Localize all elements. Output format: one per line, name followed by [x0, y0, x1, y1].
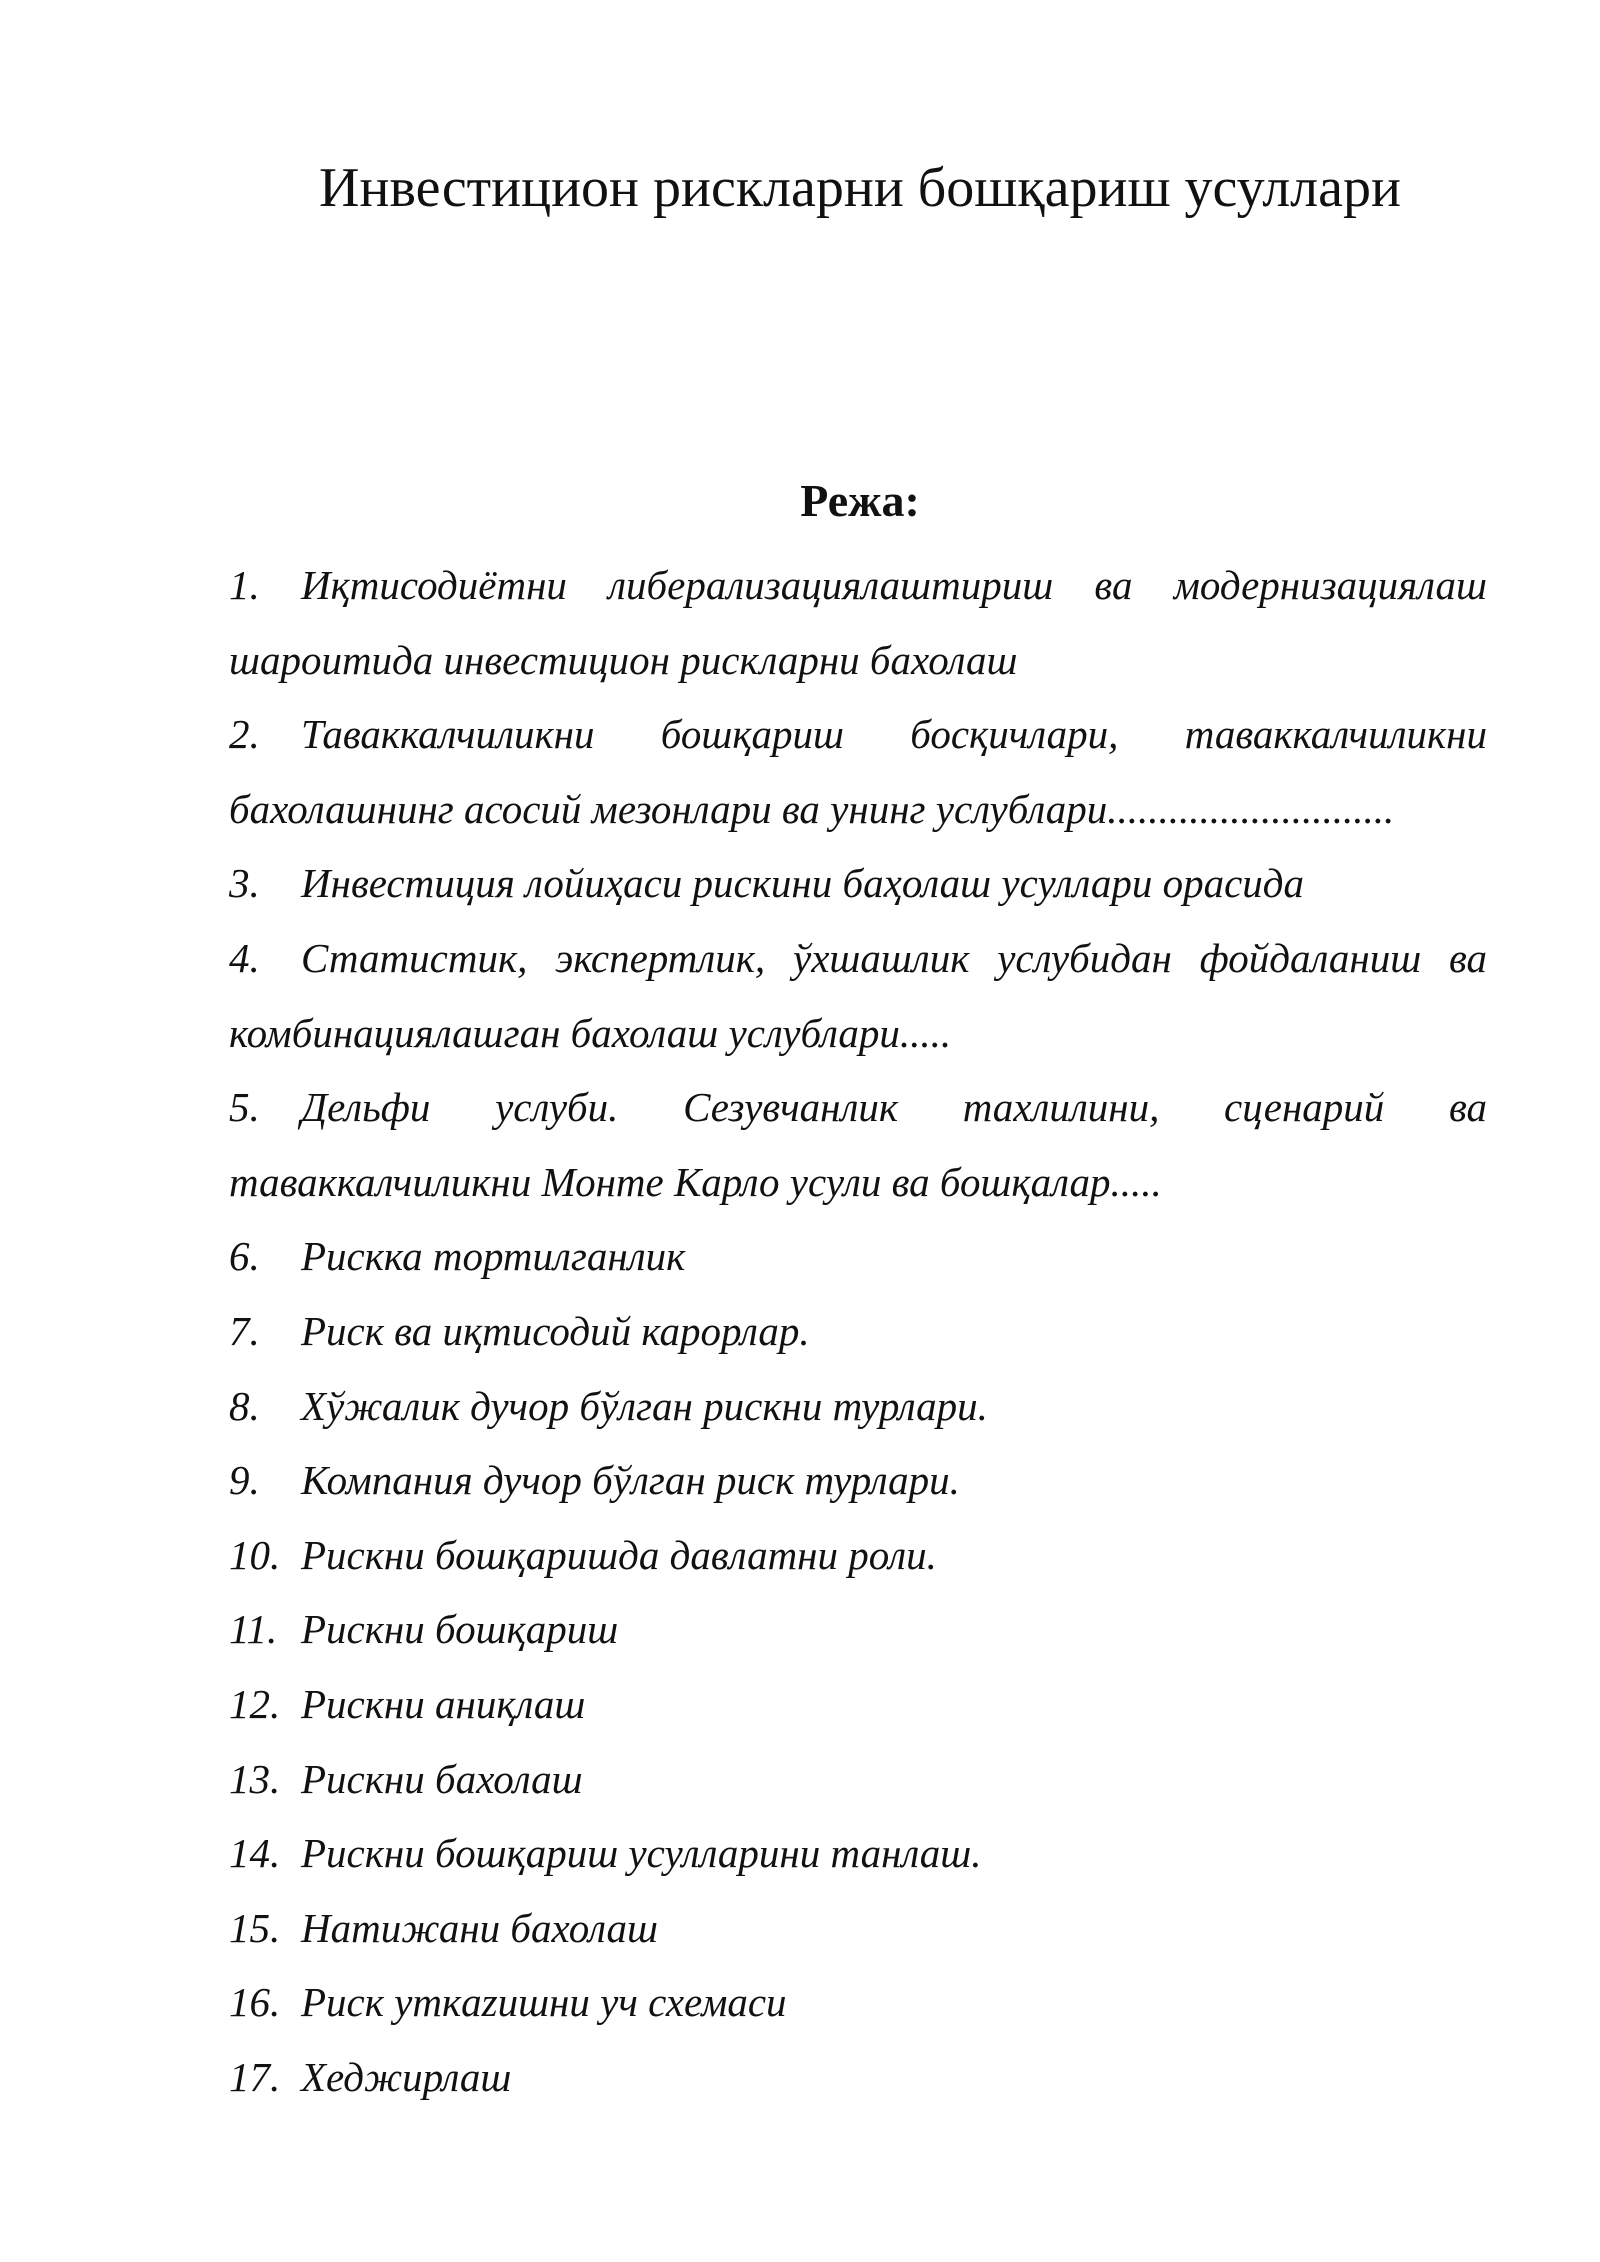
item-number: 10. [229, 1531, 281, 1578]
list-item [229, 1667, 1487, 1742]
list-item [229, 921, 1487, 1070]
item-text: Статистик, экспертлик, ўхшашлик услубидан фойдаланиш ва комбинациялашган бахолаш услублари..... [229, 934, 1487, 1056]
item-number: 5. [229, 1084, 260, 1131]
item-text: Рискни аниқлаш [301, 1680, 586, 1727]
list-item [229, 1891, 1487, 1966]
item-text: Рискка тортилганлик [301, 1233, 686, 1280]
item-number: 7. [229, 1307, 260, 1354]
item-number: 17. [229, 2053, 281, 2100]
list-item [229, 1965, 1487, 2040]
list-item [229, 1294, 1487, 1369]
item-number: 11. [229, 1606, 278, 1653]
item-text: Дельфи услуби. Сезувчанлик тахлилини, сценарий ва таваккалчиликни Монте Карло усули ва бошқалар..... [229, 1084, 1487, 1205]
item-number: 16. [229, 1979, 281, 2026]
list-item [229, 1443, 1487, 1518]
item-number: 12. [229, 1680, 281, 1727]
list-item [229, 846, 1487, 921]
list-item [229, 1518, 1487, 1593]
item-number: 8. [229, 1382, 260, 1429]
item-number: 9. [229, 1457, 260, 1504]
plan-heading: Режа: [800, 475, 920, 526]
list-item [229, 1369, 1487, 1444]
list-item [229, 548, 1487, 697]
list-item [229, 1742, 1487, 1817]
list-item [229, 697, 1487, 846]
item-text: Хеджирлаш [301, 2053, 512, 2100]
item-number: 2. [229, 711, 260, 758]
item-number: 14. [229, 1830, 281, 1877]
item-text: Риск уткazишни уч схемаси [301, 1979, 787, 2026]
item-number: 15. [229, 1904, 281, 1951]
item-text: Рискни бошқариш усулларини танлаш. [301, 1830, 982, 1877]
item-text: Компания дучор бўлган риск турлари. [301, 1457, 960, 1504]
item-text: Рискни бахолаш [301, 1755, 583, 1802]
plan-list [229, 548, 1487, 2114]
item-number: 13. [229, 1755, 281, 1802]
list-item [229, 1219, 1487, 1294]
item-text: Риск ва иқтисодий карорлар. [301, 1307, 810, 1354]
item-text: Натижани бахолаш [301, 1904, 659, 1951]
list-item [229, 1592, 1487, 1667]
item-number: 3. [229, 860, 260, 907]
item-text: Иқтисодиётни либерализациялаштириш ва модернизациялаш шароитида инвестицион рискларни бахолаш [229, 562, 1487, 683]
item-text: Рискни бошқариш [301, 1606, 619, 1653]
document-title: Инвестицион рискларни бошқариш усуллари [319, 157, 1401, 219]
item-number: 6. [229, 1233, 260, 1280]
list-item [229, 1070, 1487, 1219]
list-item [229, 2040, 1487, 2115]
item-text: Инвестиция лойиҳаси рискини баҳолаш усуллари орасида [301, 860, 1305, 907]
item-text: Хўжалик дучор бўлган рискни турлари. [301, 1382, 988, 1429]
item-number: 1. [229, 562, 260, 608]
list-item [229, 1816, 1487, 1891]
item-text: Рискни бошқаришда давлатни роли. [301, 1531, 937, 1578]
item-text: Таваккалчиликни бошқариш босқичлари, таваккалчиликни бахолашнинг асосий мезонлари ва унинг услублари............................ [229, 711, 1487, 832]
item-number: 4. [229, 934, 260, 981]
